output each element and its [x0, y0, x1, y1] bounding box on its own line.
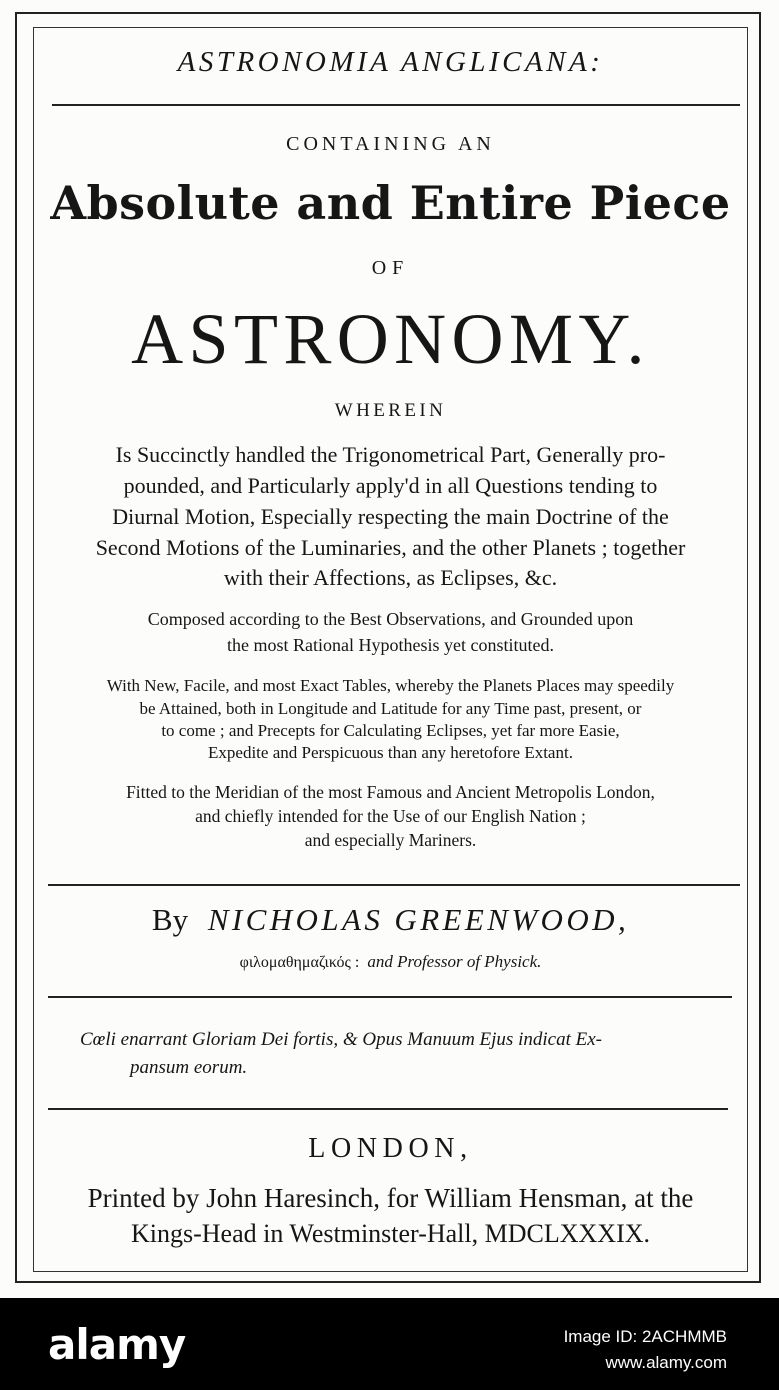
alamy-logo: alamy: [48, 1320, 186, 1369]
wherein-line: WHEREIN: [334, 400, 447, 421]
divider-motto-top: [48, 996, 732, 998]
tables-line-3: to come ; and Precepts for Calculating Eclipses, yet far more Easie,: [161, 721, 620, 740]
composed-line-2: the most Rational Hypothesis yet constituted.: [227, 635, 554, 655]
composed-line-1: Composed according to the Best Observations, and Grounded upon: [147, 609, 634, 629]
city-line: LONDON,: [308, 1133, 473, 1164]
imprint-line-2: Kings-Head in Westminster-Hall, MDCLXXXIX.: [131, 1219, 650, 1248]
desc-line-4: Second Motions of the Luminaries, and the other Planets ; together: [95, 535, 686, 560]
stock-footer: [0, 1298, 779, 1390]
divider-imprint-top: [48, 1108, 728, 1110]
imprint-line-1: Printed by John Haresinch, for William Hensman, at the: [87, 1183, 694, 1213]
site-url: www.alamy.com: [605, 1353, 727, 1372]
fitted-line-3: and especially Mariners.: [304, 830, 477, 850]
main-title: ASTRONOMY.: [131, 299, 650, 379]
author-name: NICHOLAS GREENWOOD,: [207, 902, 630, 937]
profession: and Professor of Physick.: [367, 952, 542, 971]
fitted-line-1: Fitted to the Meridian of the most Famous and Ancient Metropolis London,: [126, 782, 655, 802]
fitted-line-2: and chiefly intended for the Use of our English Nation ;: [195, 806, 586, 826]
greek-epithet: φιλομαθημαζικός :: [239, 954, 360, 971]
divider-top: [52, 104, 740, 106]
tables-line-4: Expedite and Perspicuous than any heretofore Extant.: [208, 743, 573, 762]
containing-line: CONTAINING AN: [286, 133, 495, 155]
desc-line-5: with their Affections, as Eclipses, &c.: [223, 565, 558, 590]
image-id: Image ID: 2ACHMMB: [563, 1327, 727, 1346]
divider-author-top: [48, 884, 740, 886]
tables-line-1: With New, Facile, and most Exact Tables, whereby the Planets Places may speedily: [106, 676, 675, 695]
blackletter-heading: Absolute and Entire Piece: [50, 176, 731, 230]
desc-line-1: Is Succinctly handled the Trigonometrical Part, Generally pro-: [115, 442, 666, 467]
image-id-block: [564, 1324, 727, 1376]
by-label: By: [151, 902, 189, 937]
running-title: ASTRONOMIA ANGLICANA:: [177, 46, 604, 78]
desc-line-2: pounded, and Particularly apply'd in all Questions tending to: [123, 473, 658, 498]
credentials-line: [33, 952, 748, 972]
of-line: OF: [371, 257, 410, 279]
desc-line-3: Diurnal Motion, Especially respecting the main Doctrine of the: [112, 504, 669, 529]
tables-line-2: be Attained, both in Longitude and Latitude for any Time past, present, or: [139, 699, 642, 718]
motto-line-2: pansum eorum.: [130, 1057, 248, 1078]
motto-line-1: Cœli enarrant Gloriam Dei fortis, & Opus Manuum Ejus indicat Ex-: [80, 1029, 602, 1050]
author-line: [33, 902, 748, 938]
